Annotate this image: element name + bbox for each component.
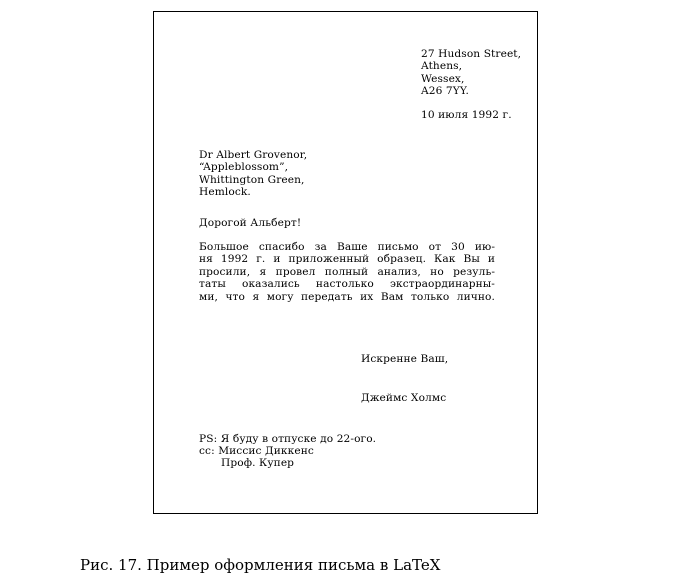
closing: Искренне Ваш, <box>361 353 449 365</box>
recipient-line: “Appleblossom”, <box>199 161 289 174</box>
recipient-line: Whittington Green, <box>199 173 305 186</box>
recipient-address <box>199 149 307 199</box>
letter-page <box>153 11 538 514</box>
address-line: A26 7YY. <box>421 85 470 98</box>
body-line: ми, что я могу передать их Вам только лично. <box>199 290 495 303</box>
signature: Джеймс Холмс <box>361 392 447 404</box>
sender-address <box>421 48 521 98</box>
letter-date: 10 июля 1992 г. <box>421 109 512 121</box>
salutation: Дорогой Альберт! <box>199 217 302 229</box>
cc-line: cc: Миссис Диккенс <box>199 445 314 457</box>
cc-line-2: Проф. Купер <box>221 457 295 469</box>
address-line: Athens, <box>421 60 463 73</box>
body-line: просили, я провел полный анализ, но резуль- <box>199 265 495 278</box>
body-line: ня 1992 г. и приложенный образец. Как Вы и <box>199 253 495 266</box>
letter-body <box>199 241 495 303</box>
figure-caption: Рис. 17. Пример оформления письма в LaTeX <box>80 556 441 574</box>
body-line: таты оказались настолько экстраординарны- <box>199 278 495 291</box>
postscript: PS: Я буду в отпуске до 22-ого. <box>199 433 377 445</box>
body-line: Большое спасибо за Ваше письмо от 30 ию- <box>199 241 495 253</box>
recipient-line: Dr Albert Grovenor, <box>199 149 308 161</box>
recipient-line: Hemlock. <box>199 186 251 199</box>
address-line: Wessex, <box>421 72 465 85</box>
address-line: 27 Hudson Street, <box>421 48 522 60</box>
